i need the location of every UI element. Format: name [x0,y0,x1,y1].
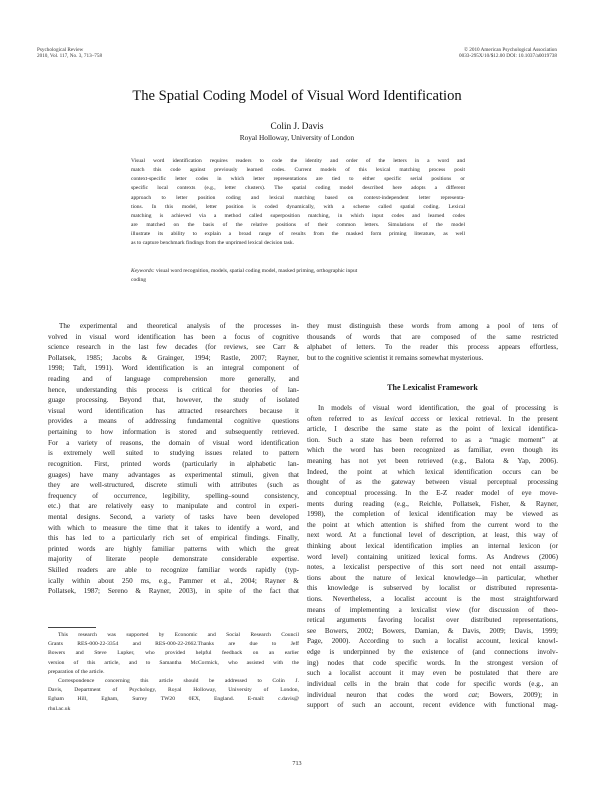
abstract-line: tions. In this model, letter position is coded dynamically, with a scheme called spatial coding. Lexical [131,203,465,210]
keywords [131,267,465,285]
body-line: thousands of words that are composed of the same restricted [307,332,558,341]
body-line: tions. Nevertheless, a localist account is the most straightforward [307,595,558,604]
body-line: 1998), the completion of lexical identification may be viewed as [307,510,558,519]
body-line: tions about the nature of lexical knowledge—in particular, whether [307,573,558,582]
italic-term: cat [468,690,478,699]
body-line: ically within about 250 ms, e.g., Pammer et al., 2004; Rayner & [48,576,299,585]
body-line: edge is underpinned by the existence of (and connections involv- [307,648,558,657]
section-heading: The Lexicalist Framework [387,383,478,393]
body-line: Pollatsek, 1987; Sereno & Rayner, 2003), in spite of the fact that [48,587,299,596]
footnote-line: Davis, Department of Psychology, Royal Holloway, University of London, [48,687,299,694]
footnote-line: preparation of the article. [48,668,105,675]
doi-line: 0033-295X/10/$12.00 DOI: 10.1037/a0019738 [459,53,557,60]
abstract-line: matching is achieved via a method called superposition matching, in which input codes and learned codes [131,212,465,219]
footnote-line: Egham Hill, Egham, Surrey TW20 0EX, England. E-mail: c.davis@ [48,696,299,703]
body-line: recognition. First, printed words (particularly in alphabetic lan- [48,459,299,468]
body-line: they are well-structured, discrete stimuli with attributes (such as [48,481,299,490]
body-line: For a variety of reasons, the domain of visual word identification [48,438,299,447]
body-line: individual cells in the brain that code for specific words (e.g., an [307,679,558,688]
body-line: notes, a lexicalist perspective of this sort need not entail assump- [307,563,558,572]
keywords-list: visual word recognition, models, spatial coding model, masked priming, orthographic input [156,268,358,274]
page-number: 713 [292,760,302,767]
footnote-line: Grants RES-000-22-3354 and RES-000-22-2662.Thanks are due to Jeff [48,641,299,648]
body-line: but to the cognitive scientist it remains somewhat mysterious. [307,353,484,362]
body-line: they must distinguish these words from among a pool of tens of [307,322,558,330]
left-column [48,321,299,597]
body-line: guages) have many advantages as experimental stimuli, given that [48,470,299,479]
text-run: ; Bowers, 2009); in [477,690,558,699]
body-line: In models of visual word identification, the goal of processing is [318,404,558,413]
abstract-line: specific local contexts (e.g., letter clusters). The spatial coding model described here adopts a different [131,185,465,192]
body-line: reading and of language comprehension more generally, and [48,375,299,384]
body-line: the point at which attention is shifted from the current word to the [307,520,558,529]
body-line: this has led to a particularly rich set of empirical findings. Finally, [48,534,299,543]
body-line: next word. At a functional level of description, at least, this way of [307,531,558,540]
body-line: Pollatsek, 1985; Jacobs & Grainger, 1994; Rastle, 2007; Rayner, [48,353,299,362]
footnote-line: rhul.ac.uk [48,705,71,712]
body-line: is extremely well suited to studying issues related to pattern [48,449,299,458]
body-line [307,690,558,701]
footnote-line: Correspondence concerning this article should be addressed to Colin J. [58,677,299,684]
abstract-line: are matched on the basis of the relative positions of their common letters. Simulations of the model [131,221,465,228]
footnote-divider [48,627,96,628]
body-line: ments during reading (e.g., Reichle, Pollatsek, Fisher, & Rayner, [307,499,558,508]
abstract-line: illustrate its ability to explain a broad range of results from the masked form priming literature, as well [131,231,465,238]
keywords-line-1 [131,267,465,276]
text-run: often referred to as [307,414,385,423]
body-line: word level) containing unitized lexical forms. As Andrews (2006) [307,552,558,561]
body-line: article, I describe the same state as the point of lexical identifica- [307,425,558,434]
body-line: means of implementing a lexicalist view (for discussion of theo- [307,605,558,614]
footnote-line: version of this article, and to Samantha McCormick, who assisted with the [48,659,299,666]
abstract-line: as to capture benchmark findings from the unprimed lexical decision task. [131,240,294,247]
body-line: such a localist account it may even be postulated that there are [307,669,558,678]
body-line: 1998; Taft, 1991). Word identification is an integral component of [48,364,299,373]
footnotes [48,631,299,714]
body-line: volved in visual word identification has been a focus of cognitive [48,332,299,341]
body-line: majority of literate people demonstrate considerable expertise. [48,555,299,564]
body-line: thinking about lexical identification implies an internal lexicon (or [307,541,558,550]
body-line: frequency of occurrence, legibility, spelling–sound consistency, [48,491,299,500]
body-line: and conceptual processing. In the E-Z reader model of eye move- [307,488,558,497]
article-title: The Spatial Coding Model of Visual Word Identification [132,88,462,104]
body-line: see Bowers, 2002; Bowers, Damian, & Davis, 2009; Davis, 1999; [307,626,558,635]
body-line: provides a means of addressing fundamental cognitive questions [48,417,299,426]
abstract-line: match this code against previously learned codes. Current models of this lexical matching process posit [131,167,465,174]
body-line: The experimental and theoretical analysis of the processes in- [59,322,299,330]
body-line: which the word has been recognized as familiar, even though its [307,446,558,455]
body-line: mental designs. Second, a variety of tasks have been developed [48,512,299,521]
body-line: support of such an account, recent evidence with functional mag- [307,701,558,710]
body-line: etc.) that are relatively easy to manipulate and control in experi- [48,502,299,511]
text-run: individual neuron that codes the word [307,690,469,699]
text-run: or lexical retrieval. In the present [429,414,558,423]
body-line: science research in the last few decades (for reviews, see Carr & [48,343,299,352]
body-line: guage processing. Beyond that, however, the study of isolated [48,396,299,405]
running-header-right [459,47,557,60]
abstract [131,157,465,248]
body-line: visual word identification has attracted researchers because it [48,406,299,415]
body-line: thought of as the gateway between visual perceptual processing [307,478,558,487]
journal-name: Psychological Review [37,47,84,53]
right-column [307,321,558,711]
abstract-line: context-specific letter codes in which letter representations are tied to either specific serial positions or [131,176,465,183]
abstract-line: approach to letter position coding and lexical matching based on context-independent letter representa- [131,194,465,201]
copyright-notice: © 2010 American Psychological Association [464,47,557,53]
running-header-left [37,47,102,60]
italic-term: lexical access [384,414,430,423]
body-line: Skilled readers are able to recognize familiar words rapidly (typ- [48,566,299,575]
body-line: meaning has not yet been retrieved (e.g., Balota & Yap, 2006). [307,457,558,466]
footnote-line: Bowers and Steve Lupker, who provided helpful feedback on an earlier [48,650,299,657]
author-name: Colin J. Davis [270,122,324,132]
body-line: Page, 2000). According to such a localist account, lexical knowl- [307,637,558,646]
body-line [307,414,558,425]
author-affiliation: Royal Holloway, University of London [239,133,355,142]
body-line: printed words are highly familiar patterns with which the great [48,544,299,553]
body-line: alphabet of letters. To the reader this process appears effortless, [307,343,558,352]
keywords-label: Keywords: [131,268,155,274]
body-line: retical arguments favoring localist over distributed representations, [307,616,558,625]
footnote-line: This research was supported by Economic and Social Research Council [58,632,299,638]
body-line: tion. Such a state has been referred to as a “magic moment” at [307,435,558,444]
abstract-line: Visual word identification requires readers to code the identity and order of the letters in a word and [131,158,465,164]
keywords-line-2: coding [131,277,146,284]
body-line: Indeed, the point at which lexical identification occurs can be [307,467,558,476]
body-line: ing) nodes that code specific words. In the strongest version of [307,658,558,667]
body-line: pertaining to how information is stored and subsequently retrieved. [48,428,299,437]
body-line: hence, understanding this process is critical for theories of lan- [48,385,299,394]
volume-info: 2010, Vol. 117, No. 3, 713–758 [37,53,103,60]
body-line: with which to measure the time that it takes to identify a word, and [48,523,299,532]
body-line: this knowledge is subserved by localist or distributed representa- [307,584,558,593]
